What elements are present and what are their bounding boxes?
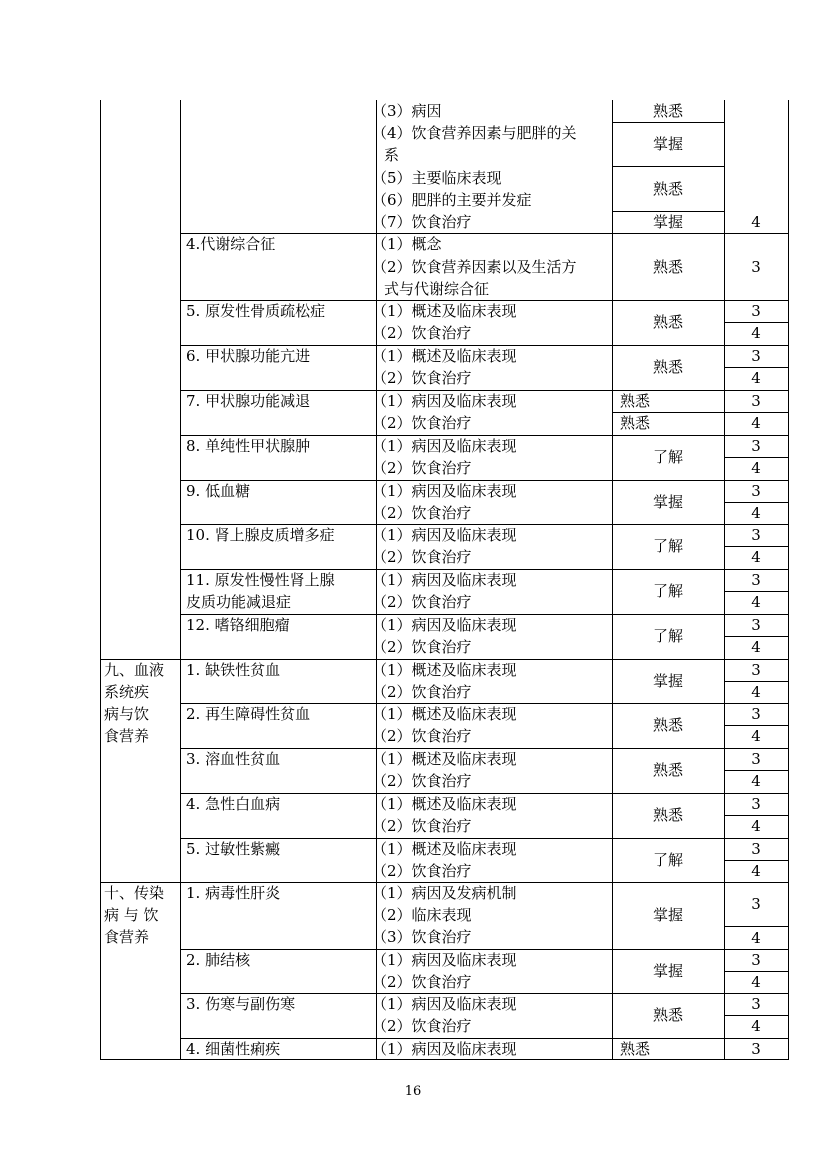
table-cell-text: 掌握 (652, 135, 683, 153)
table-cell-text: （2）饮食治疗 (372, 324, 472, 342)
table-cell-text: 了解 (652, 627, 683, 645)
table-cell-text: （1）病因及临床表现 (372, 995, 517, 1013)
table-cell-text: 食营养 (104, 928, 150, 946)
table-rule-vertical (180, 100, 181, 1059)
table-cell-text: 3 (751, 995, 761, 1013)
table-cell-text: （1）病因及临床表现 (372, 1040, 517, 1058)
table-cell-text: （1）病因及临床表现 (372, 392, 517, 410)
table-cell-text: （2）饮食治疗 (372, 638, 472, 656)
table-cell-text: 系统疾 (104, 683, 150, 701)
table-cell-text: 3 (751, 616, 761, 634)
table-cell-text: 了解 (652, 537, 683, 555)
table-cell-text: （2）饮食治疗 (372, 862, 472, 880)
table-cell-text: 3 (751, 571, 761, 589)
table-rule-horizontal (612, 122, 725, 123)
table-cell-text: 熟悉 (620, 414, 651, 432)
table-cell-text: 4 (751, 817, 761, 835)
table-cell-text: 4 (751, 638, 761, 656)
table-cell-text: （1）概述及临床表现 (372, 750, 517, 768)
table-cell-text: 熟悉 (620, 392, 651, 410)
table-cell-text: （1）病因及临床表现 (372, 526, 517, 544)
table-rule-horizontal (612, 166, 725, 167)
table-cell-text: 4. 急性白血病 (186, 795, 281, 813)
table-cell-text: 4. 细菌性痢疾 (186, 1040, 281, 1058)
table-rule-vertical (788, 100, 789, 1059)
table-cell-text: （4）饮食营养因素与肥胖的关 (372, 124, 577, 142)
table-cell-text: （1）病因及临床表现 (372, 571, 517, 589)
table-cell-text: 式与代谢综合征 (384, 280, 490, 298)
table-cell-text: 3 (751, 1040, 761, 1058)
table-cell-text: 4 (751, 593, 761, 611)
table-cell-text: （2）临床表现 (372, 906, 472, 924)
table-cell-text: 皮质功能减退症 (186, 593, 292, 611)
table-cell-text: 2. 再生障碍性贫血 (186, 705, 311, 723)
table-cell-text: 熟悉 (652, 358, 683, 376)
table-cell-text: （2）饮食治疗 (372, 414, 472, 432)
table-cell-text: 4.代谢综合征 (186, 235, 276, 253)
table-cell-text: （2）饮食治疗 (372, 593, 472, 611)
table-cell-text: （1）病因及发病机制 (372, 884, 517, 902)
table-cell-text: 4 (751, 973, 761, 991)
table-cell-text: 3 (751, 437, 761, 455)
table-cell-text: 4 (751, 1017, 761, 1035)
table-cell-text: （2）饮食治疗 (372, 459, 472, 477)
table-cell-text: 病与饮 (104, 705, 150, 723)
table-cell-text: 4 (751, 369, 761, 387)
table-cell-text: （1）概述及临床表现 (372, 347, 517, 365)
table-cell-text: 4 (751, 504, 761, 522)
table-cell-text: 9. 低血糖 (186, 482, 251, 500)
table-cell-text: 12. 嗜铬细胞瘤 (186, 616, 290, 634)
table-cell-text: 4 (751, 414, 761, 432)
table-cell-text: （2）饮食治疗 (372, 973, 472, 991)
page-number: 16 (404, 1084, 422, 1099)
table-cell-text: 3. 溶血性贫血 (186, 750, 281, 768)
table-cell-text: 3. 伤寒与副伤寒 (186, 995, 296, 1013)
table-cell-text: 3 (751, 302, 761, 320)
table-cell-text: 5. 过敏性紫癜 (186, 840, 281, 858)
table-cell-text: 十、传染 (104, 884, 165, 902)
table-cell-text: （5）主要临床表现 (372, 169, 502, 187)
table-cell-text: 熟悉 (652, 102, 683, 120)
table-cell-text: （1）概述及临床表现 (372, 705, 517, 723)
table-cell-text: 7. 甲状腺功能减退 (186, 392, 311, 410)
table-cell-text: 3 (751, 258, 761, 276)
table-cell-text: 1. 缺铁性贫血 (186, 661, 281, 679)
table-cell-text: 熟悉 (652, 180, 683, 198)
table-cell-text: 4 (751, 683, 761, 701)
table-cell-text: 系 (384, 146, 400, 164)
table-cell-text: 掌握 (652, 962, 683, 980)
table-cell-text: 熟悉 (652, 806, 683, 824)
table-cell-text: 熟悉 (652, 258, 683, 276)
table-cell-text: 1. 病毒性肝炎 (186, 884, 281, 902)
table-cell-text: 4 (751, 929, 761, 947)
table-cell-text: 3 (751, 392, 761, 410)
table-cell-text: 4 (751, 772, 761, 790)
table-cell-text: （1）病因及临床表现 (372, 616, 517, 634)
table-cell-text: 3 (751, 526, 761, 544)
table-cell-text: 4 (751, 862, 761, 880)
table-cell-text: 10. 肾上腺皮质增多症 (186, 526, 335, 544)
table-cell-text: 3 (751, 661, 761, 679)
table-cell-text: （2）饮食治疗 (372, 727, 472, 745)
table-cell-text: 3 (751, 951, 761, 969)
table-cell-text: 2. 肺结核 (186, 951, 251, 969)
table-cell-text: 3 (751, 705, 761, 723)
table-cell-text: 九、血液 (104, 661, 165, 679)
table-cell-text: 6. 甲状腺功能亢进 (186, 347, 311, 365)
table-cell-text: 11. 原发性慢性肾上腺 (186, 571, 335, 589)
table-cell-text: 掌握 (652, 672, 683, 690)
table-cell-text: 食营养 (104, 727, 150, 745)
table-cell-text: 掌握 (652, 493, 683, 511)
table-cell-text: 4 (751, 727, 761, 745)
table-cell-text: 3 (751, 750, 761, 768)
table-cell-text: （1）概述及临床表现 (372, 795, 517, 813)
table-cell-text: 熟悉 (652, 761, 683, 779)
table-cell-text: 熟悉 (652, 313, 683, 331)
table-cell-text: （2）饮食治疗 (372, 683, 472, 701)
table-cell-text: （2）饮食治疗 (372, 504, 472, 522)
table-cell-text: 4 (751, 459, 761, 477)
table-cell-text: 3 (751, 895, 761, 913)
table-cell-text: 掌握 (652, 906, 683, 924)
table-cell-text: （2）饮食治疗 (372, 369, 472, 387)
table-cell-text: 5. 原发性骨质疏松症 (186, 302, 326, 320)
table-cell-text: （1）病因及临床表现 (372, 482, 517, 500)
table-cell-text: 8. 单纯性甲状腺肿 (186, 437, 311, 455)
table-cell-text: （1）概述及临床表现 (372, 840, 517, 858)
table-cell-text: 3 (751, 347, 761, 365)
table-cell-text: 3 (751, 795, 761, 813)
table-cell-text: 4 (751, 548, 761, 566)
table-cell-text: 掌握 (652, 213, 683, 231)
table-cell-text: 熟悉 (652, 716, 683, 734)
table-cell-text: （2）饮食治疗 (372, 772, 472, 790)
table-cell-text: （2）饮食治疗 (372, 817, 472, 835)
table-cell-text: 3 (751, 840, 761, 858)
table-cell-text: （2）饮食营养因素以及生活方 (372, 258, 577, 276)
table-rule-vertical (100, 100, 101, 1059)
table-cell-text: 病 与 饮 (104, 906, 159, 924)
table-cell-text: （3）病因 (372, 102, 442, 120)
table-cell-text: 4 (751, 213, 761, 231)
table-cell-text: （1）概述及临床表现 (372, 302, 517, 320)
table-cell-text: 3 (751, 482, 761, 500)
table-cell-text: 了解 (652, 851, 683, 869)
table-cell-text: （1）病因及临床表现 (372, 437, 517, 455)
table-cell-text: （2）饮食治疗 (372, 1017, 472, 1035)
table-cell-text: （2）饮食治疗 (372, 548, 472, 566)
table-cell-text: （7）饮食治疗 (372, 213, 472, 231)
table-cell-text: 4 (751, 324, 761, 342)
table-cell-text: 熟悉 (652, 1006, 683, 1024)
table-cell-text: 了解 (652, 582, 683, 600)
table-cell-text: 熟悉 (620, 1040, 651, 1058)
table-cell-text: （3）饮食治疗 (372, 928, 472, 946)
table-cell-text: （1）病因及临床表现 (372, 951, 517, 969)
table-cell-text: （6）肥胖的主要并发症 (372, 191, 532, 209)
table-cell-text: 了解 (652, 448, 683, 466)
table-cell-text: （1）概述及临床表现 (372, 661, 517, 679)
table-cell-text: （1）概念 (372, 235, 442, 253)
